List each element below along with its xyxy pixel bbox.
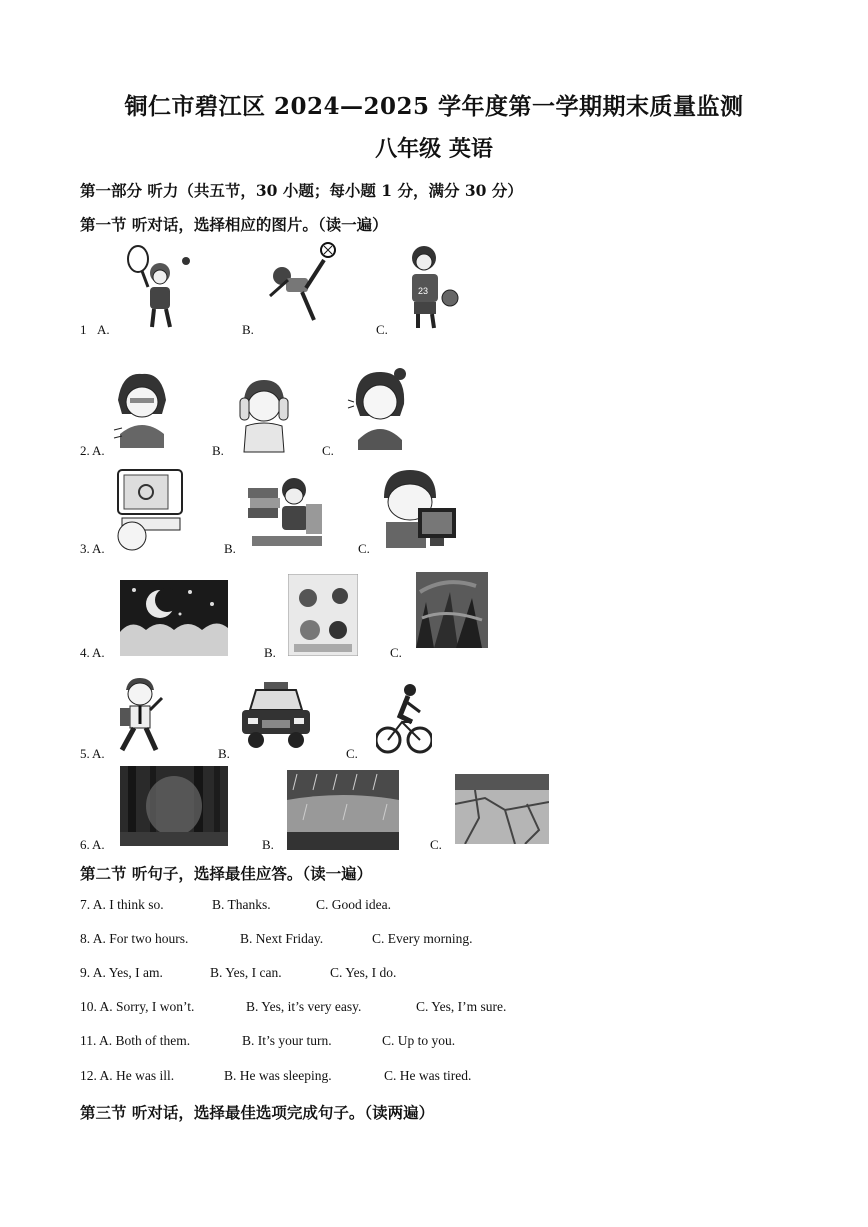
tv-watching-icon xyxy=(112,466,188,552)
q7-option-c: C. Good idea. xyxy=(316,897,391,912)
q9-option-b: B. Yes, I can. xyxy=(210,965,282,980)
q10-option-c: C. Yes, I’m sure. xyxy=(416,999,507,1014)
foggy-forest-icon xyxy=(120,766,228,846)
q6-label-a: A. xyxy=(92,837,105,852)
soccer-kick-icon xyxy=(262,240,342,328)
q6-number: 6. xyxy=(80,837,90,852)
q11-option-b: B. It’s your turn. xyxy=(242,1033,332,1048)
q8-option-b: B. Next Friday. xyxy=(240,931,324,946)
q1-label-a: A. xyxy=(97,322,110,337)
q5-label-b: B. xyxy=(218,746,230,761)
q12-option-b: B. He was sleeping. xyxy=(224,1068,332,1083)
q2-label-b: B. xyxy=(212,443,224,458)
page-title: 铜仁市碧江区 2024—2025 学年度第一学期期末质量监测 xyxy=(124,93,744,120)
q1-label-c: C. xyxy=(376,322,388,337)
section3-heading: 第三节 听对话，选择最佳选项完成句子。（读两遍） xyxy=(80,1103,435,1122)
tennis-player-icon xyxy=(120,243,200,331)
page-subtitle: 八年级 英语 xyxy=(375,136,493,162)
q5-label-c: C. xyxy=(346,746,358,761)
q8-option-a: 8. A. For two hours. xyxy=(80,931,189,946)
q2-label-c: C. xyxy=(322,443,334,458)
sick-girl-icon xyxy=(112,370,172,450)
q12-option-a: 12. A. He was ill. xyxy=(80,1068,175,1083)
section1-heading: 第一节 听对话，选择相应的图片。（读一遍） xyxy=(80,215,388,234)
computer-boy-icon xyxy=(380,468,460,550)
jungle-icon xyxy=(416,572,488,648)
q8-option-c: C. Every morning. xyxy=(372,931,473,946)
q3-label-c: C. xyxy=(358,541,370,556)
q2-number: 2. xyxy=(80,443,90,458)
q10-option-b: B. Yes, it’s very easy. xyxy=(246,999,362,1014)
q11-option-a: 11. A. Both of them. xyxy=(80,1033,191,1048)
dry-cracked-ground-icon xyxy=(455,774,549,844)
q5-number: 5. xyxy=(80,746,90,761)
q9-option-c: C. Yes, I do. xyxy=(330,965,397,980)
q5-label-a: A. xyxy=(92,746,105,761)
q3-label-a: A. xyxy=(92,541,105,556)
q3-number: 3. xyxy=(80,541,90,556)
cyclist-icon xyxy=(376,682,432,760)
cartoon-animals-icon xyxy=(288,574,358,656)
q3-label-b: B. xyxy=(224,541,236,556)
night-moon-icon xyxy=(120,580,228,656)
q4-label-b: B. xyxy=(264,645,276,660)
q1-label-b: B. xyxy=(242,322,254,337)
q7-option-b: B. Thanks. xyxy=(212,897,271,912)
q4-number: 4. xyxy=(80,645,90,660)
q12-option-c: C. He was tired. xyxy=(384,1068,472,1083)
headache-boy-icon xyxy=(236,376,292,454)
walking-boy-icon xyxy=(112,676,170,756)
taxi-icon xyxy=(240,680,312,754)
part1-heading: 第一部分 听力（共五节，30 小题；每小题 1 分，满分 30 分） xyxy=(80,181,523,200)
basketball-player-icon xyxy=(398,244,470,332)
q2-label-a: A. xyxy=(92,443,105,458)
q9-option-a: 9. A. Yes, I am. xyxy=(80,965,163,980)
q1-number: 1 xyxy=(80,322,87,337)
girl-ear-icon xyxy=(344,364,414,450)
rain-field-icon xyxy=(287,770,399,850)
svg-text:23: 23 xyxy=(418,286,429,296)
q6-label-c: C. xyxy=(430,837,442,852)
q10-option-a: 10. A. Sorry, I won’t. xyxy=(80,999,195,1014)
q6-label-b: B. xyxy=(262,837,274,852)
section2-heading: 第二节 听句子，选择最佳应答。（读一遍） xyxy=(80,864,373,883)
reading-boy-icon xyxy=(246,474,326,550)
q4-label-a: A. xyxy=(92,645,105,660)
q11-option-c: C. Up to you. xyxy=(382,1033,456,1048)
q7-option-a: 7. A. I think so. xyxy=(80,897,164,912)
q4-label-c: C. xyxy=(390,645,402,660)
